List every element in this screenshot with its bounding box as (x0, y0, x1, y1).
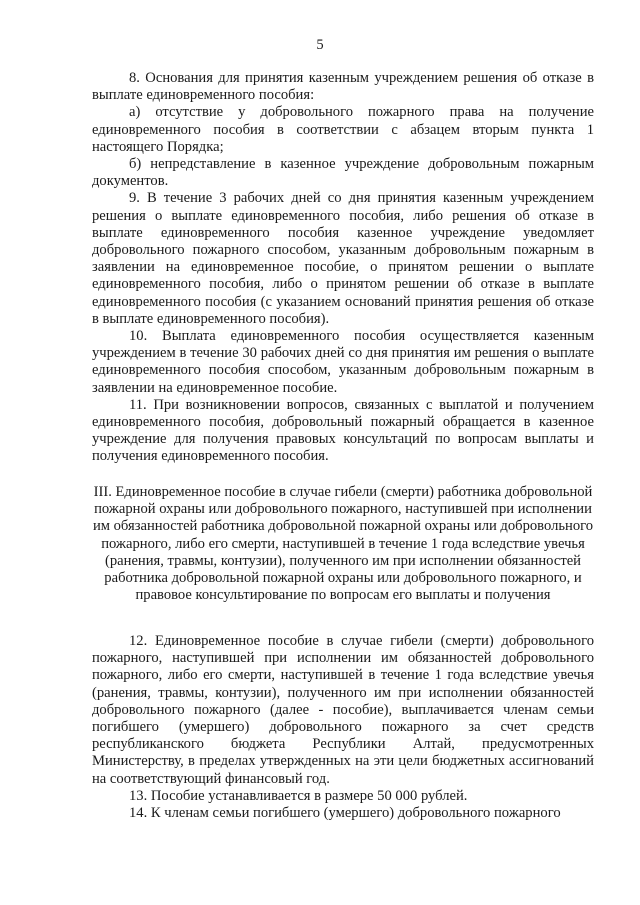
paragraph-13: 13. Пособие устанавливается в размере 50 000 рублей. (129, 787, 468, 804)
document-body-bottom (92, 633, 594, 822)
section-heading: III. Единовременное пособие в случае гибели (смерти) работника добровольной пожарной охраны или добровольного пожарного, наступившей при исполнении им обязанностей работника добровольной пожарной охраны или добровольного пожарного, либо его смерти, наступившей в течение 1 года вследствие увечья (ранения, травмы, контузии), полученного им при исполнении обязанностей работника добровольной пожарной охраны или добровольного пожарного, и правовое консультирование по вопросам его выплаты и получения (92, 484, 594, 604)
paragraph-8: 8. Основания для принятия казенным учреждением решения об отказе в выплате единовременного пособия: (92, 70, 594, 104)
paragraph-14: 14. К членам семьи погибшего (умершего) добровольного пожарного (129, 805, 561, 822)
document-body-top (92, 70, 594, 466)
paragraph-10: 10. Выплата единовременного пособия осуществляется казенным учреждением в течение 30 рабочих дней со дня принятия им решения о выплате единовременного пособия способом, указанным добровольным пожарным в заявлении на единовременное пособие. (92, 328, 594, 396)
page-number: 5 (316, 37, 324, 53)
paragraph-9: 9. В течение 3 рабочих дней со дня принятия казенным учреждением решения о выплате единовременного пособия, либо решения об отказе в выплате единовременного пособия казенное учреждение уведомляет добровольного пожарного способом, указанным добровольным пожарным в заявлении на единовременное пособие, о принятом решении о выплате единовременного пособия, либо о принятом решении об отказе в выплате единовременного пособия (с указанием оснований принятия решения об отказе в выплате единовременного пособия). (92, 190, 594, 327)
paragraph-12: 12. Единовременное пособие в случае гибели (смерти) добровольного пожарного, наступившей при исполнении им обязанностей добровольного пожарного, либо его смерти, наступившей в течение 1 года вследствие увечья (ранения, травмы, контузии), полученного им при исполнении обязанностей добровольного пожарного (далее - пособие), выплачивается членам семьи погибшего (умершего) добровольного пожарного за счет средств республиканского бюджета Республики Алтай, предусмотренных Министерству, в пределах утвержденных на эти цели бюджетных ассигнований на соответствующий финансовый год. (92, 633, 594, 787)
paragraph-11: 11. При возникновении вопросов, связанных с выплатой и получением единовременного пособия, добровольный пожарный обращается в казенное учреждение для получения правовых консультаций по вопросам выплаты и получения единовременного пособия. (92, 396, 594, 465)
paragraph-8b: б) непредставление в казенное учреждение добровольным пожарным документов. (92, 156, 594, 190)
paragraph-8a: а) отсутствие у добровольного пожарного права на получение единовременного пособия в соответствии с абзацем вторым пункта 1 настоящего Порядка; (92, 104, 594, 155)
